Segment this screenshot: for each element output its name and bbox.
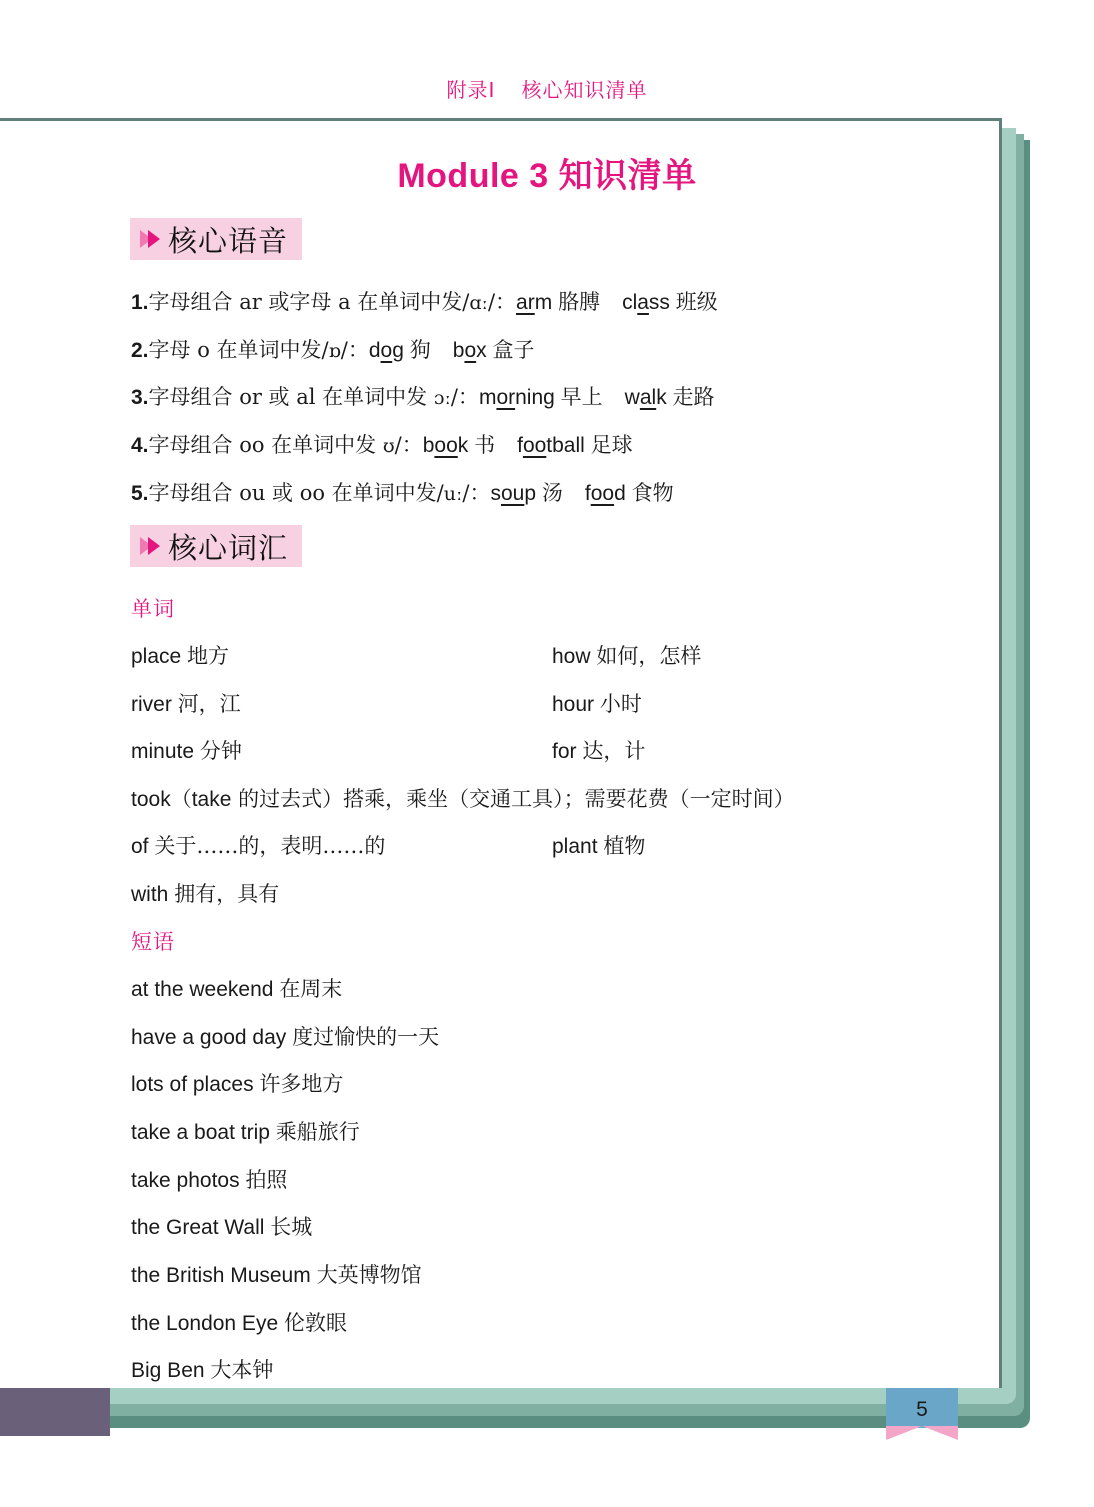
phrase-entry: Big Ben 大本钟 xyxy=(131,1358,274,1382)
page-number: 5 xyxy=(916,1398,928,1421)
phrase-entry: the British Museum 大英博物馆 xyxy=(131,1263,422,1287)
phrases-heading: 短语 xyxy=(131,931,175,954)
phonics-item: 4.字母组合 oo 在单词中发 ʊ/：book 书 football 足球 xyxy=(131,433,633,457)
phrase-entry: the London Eye 伦敦眼 xyxy=(131,1311,347,1335)
word-entry: plant 植物 xyxy=(552,834,646,858)
page-title: Module 3 知识清单 xyxy=(397,157,697,195)
running-head-part: 附录Ⅰ xyxy=(446,80,496,102)
word-entry: how 如何，怎样 xyxy=(552,644,702,668)
word-entry: minute 分钟 xyxy=(131,739,242,763)
word-entry: with 拥有，具有 xyxy=(131,882,280,906)
phonics-item: 2.字母 o 在单词中发/ɒ/：dog 狗 box 盒子 xyxy=(131,338,535,362)
phonics-item: 3.字母组合 or 或 al 在单词中发 ɔː/：morning 早上 walk 走路 xyxy=(131,385,715,409)
word-entry: of 关于……的，表明……的 xyxy=(131,834,386,858)
double-arrow-icon xyxy=(140,230,160,248)
word-entry: place 地方 xyxy=(131,644,230,668)
words-heading: 单词 xyxy=(131,598,175,621)
page-stack-corner xyxy=(0,1388,110,1436)
word-entry: hour 小时 xyxy=(552,692,642,716)
phrase-entry: take photos 拍照 xyxy=(131,1168,288,1192)
word-entry: for 达，计 xyxy=(552,739,646,763)
section-label: 核心语音 xyxy=(168,225,289,258)
word-entry: river 河，江 xyxy=(131,692,241,716)
double-arrow-icon xyxy=(140,537,160,555)
phrase-entry: lots of places 许多地方 xyxy=(131,1072,344,1096)
running-head-title: 核心知识清单 xyxy=(521,80,648,102)
phrase-entry: at the weekend 在周末 xyxy=(131,977,343,1001)
phonics-item: 5.字母组合 ou 或 oo 在单词中发/uː/：soup 汤 food 食物 xyxy=(131,481,674,505)
word-entry: took（take 的过去式）搭乘，乘坐（交通工具）；需要花费（一定时间） xyxy=(131,787,795,811)
running-head xyxy=(0,74,1094,103)
phrase-entry: have a good day 度过愉快的一天 xyxy=(131,1025,440,1049)
section-badge-vocab xyxy=(130,525,302,567)
phrase-entry: the Great Wall 长城 xyxy=(131,1215,313,1239)
section-badge-phonics xyxy=(130,218,302,260)
section-label: 核心词汇 xyxy=(168,532,289,565)
phrase-entry: take a boat trip 乘船旅行 xyxy=(131,1120,360,1144)
phonics-item: 1.字母组合 ar 或字母 a 在单词中发/ɑː/：arm 胳膊 class 班级 xyxy=(131,290,718,314)
